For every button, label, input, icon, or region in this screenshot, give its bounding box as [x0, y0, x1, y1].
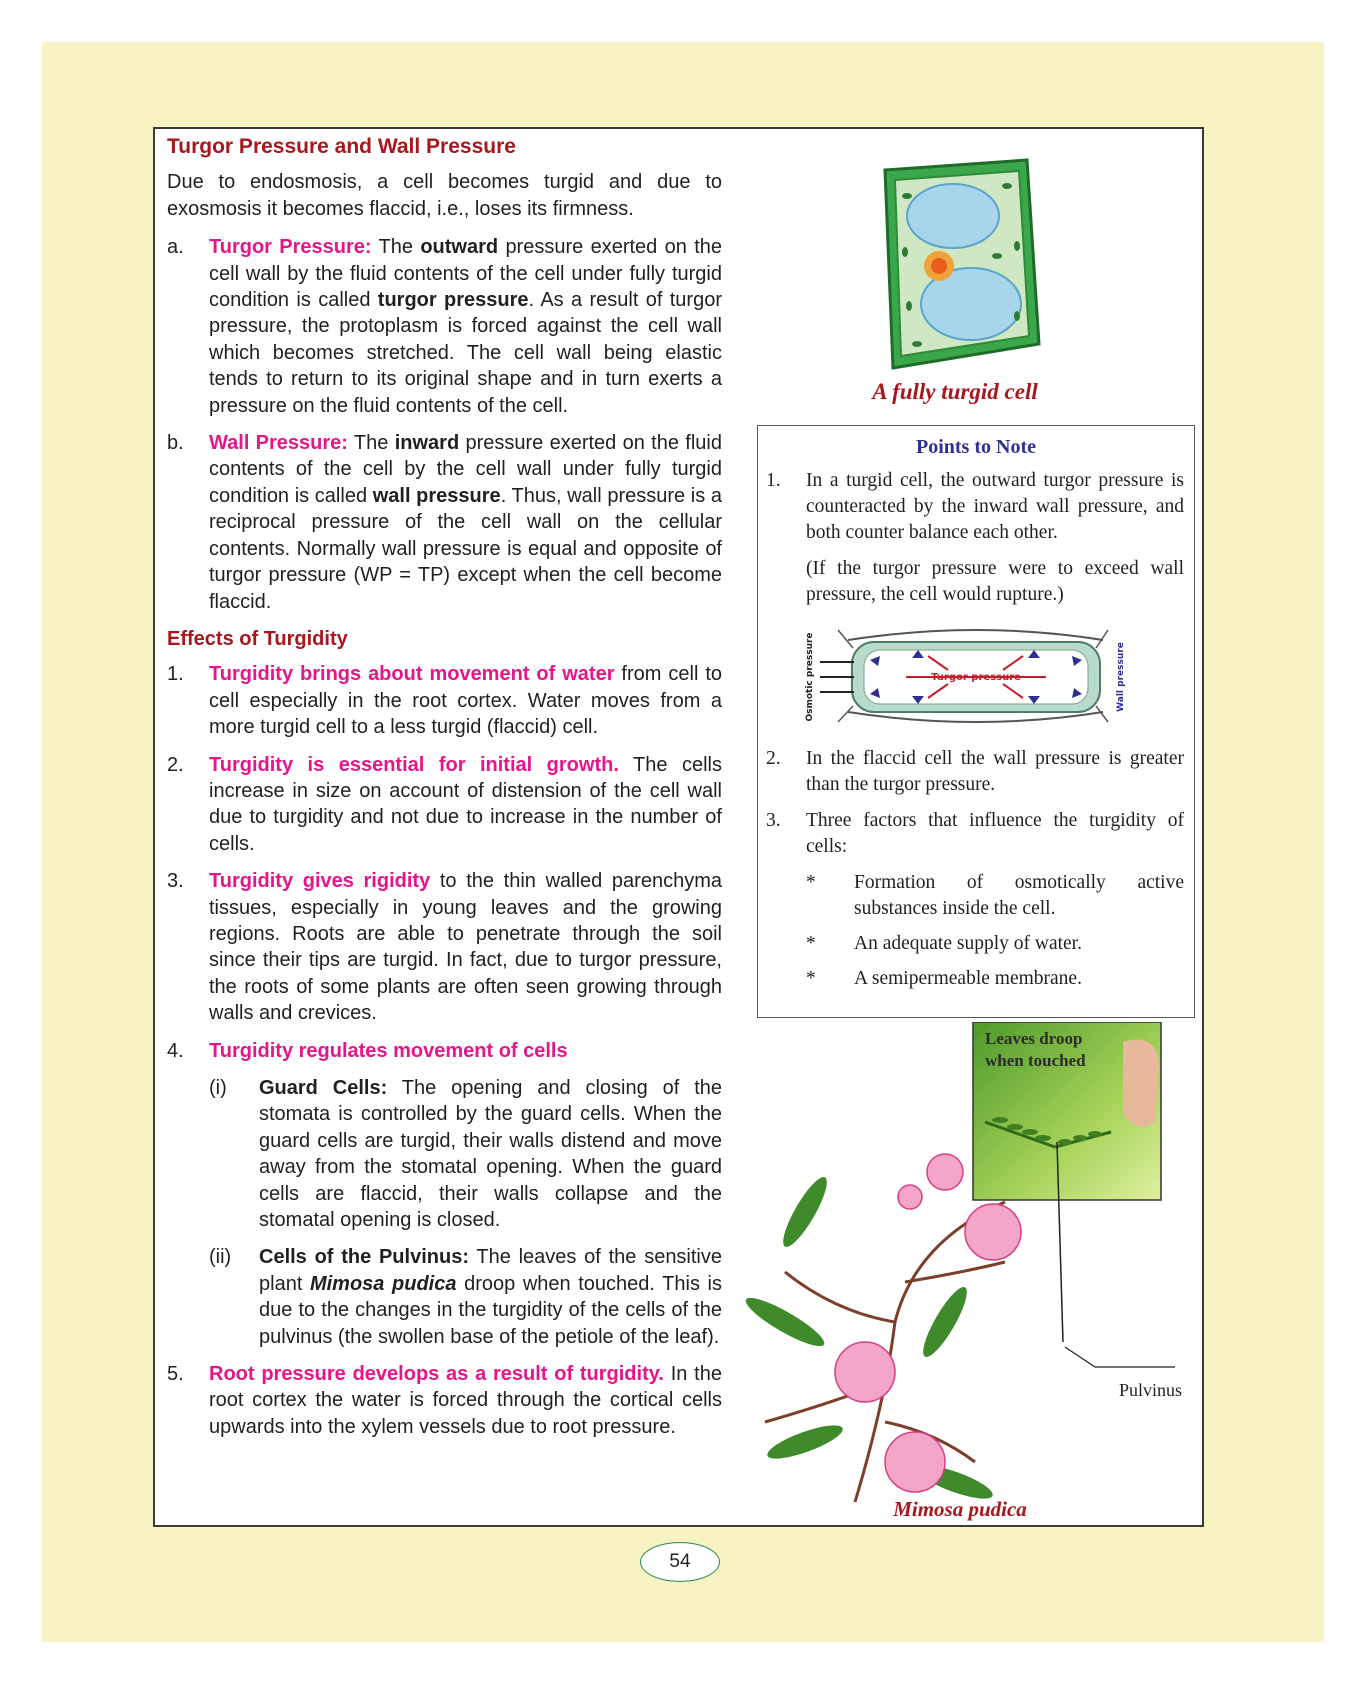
- bold-text: outward: [420, 236, 499, 259]
- bullet-marker: *: [806, 872, 816, 893]
- bold-text: Guard Cells:: [259, 1077, 388, 1099]
- content-frame: [153, 127, 1204, 1527]
- list-marker: 3.: [167, 870, 184, 893]
- section-heading: Turgor Pressure and Wall Pressure: [167, 135, 516, 158]
- effect-item: [167, 752, 722, 858]
- bold-text: inward: [394, 432, 460, 455]
- note-bullet: [806, 931, 1184, 957]
- bold-text: Cells of the Pulvinus:: [259, 1246, 469, 1269]
- bold-text: turgor pressure: [377, 289, 529, 312]
- note-text: Three factors that influence the turgidity of cells:: [806, 810, 1184, 857]
- inset-label-line2: when touched: [985, 1051, 1086, 1070]
- turgor-label: Turgor pressure: [931, 672, 1021, 683]
- text: from cell to cell especially in the root cortex. Water moves from a more turgid cell to a less turgid (flaccid) cell.: [209, 663, 723, 739]
- pressure-diagram: [798, 620, 1138, 730]
- effect-lead: Turgidity gives rigidity: [209, 870, 431, 893]
- list-marker: 4.: [167, 1039, 184, 1062]
- effect-lead: Turgidity brings about movement of water: [209, 663, 615, 686]
- sub-item-pulvinus: [209, 1244, 722, 1350]
- term-label: Turgor Pressure:: [209, 236, 372, 259]
- note-text: (If the turgor pressure were to exceed wall pressure, the cell would rupture.): [806, 558, 1184, 605]
- note-point: [766, 808, 1184, 860]
- term-label: Wall Pressure:: [209, 432, 348, 455]
- note-title: Points to Note: [916, 436, 1036, 458]
- effect-lead: Turgidity regulates movement of cells: [209, 1039, 568, 1062]
- note-text: In a turgid cell, the outward turgor pressure is counteracted by the inward wall pressure, and both counter balance each other.: [806, 470, 1184, 543]
- text: The leaves of the sensitive plant: [259, 1246, 723, 1295]
- bullet-text: An adequate supply of water.: [854, 933, 1082, 954]
- effect-lead: Root pressure develops as a result of turgidity.: [209, 1363, 664, 1386]
- list-marker: 1.: [167, 663, 184, 686]
- note-bullet: [806, 966, 1184, 992]
- sub-marker: (i): [209, 1077, 227, 1099]
- bullet-text: A semipermeable membrane.: [854, 968, 1082, 989]
- inset-label-line1: Leaves droop: [985, 1029, 1083, 1048]
- list-marker: 1.: [766, 470, 781, 491]
- text: pressure exerted on the cell wall by the fluid contents of the cell under fully turgid condition is called: [209, 236, 722, 312]
- wall-label: Wall pressure: [1116, 642, 1126, 712]
- intro-paragraph: Due to endosmosis, a cell becomes turgid and due to exosmosis it becomes flaccid, i.e., loses its firmness.: [167, 171, 722, 220]
- sub-marker: (ii): [209, 1246, 232, 1269]
- text: The cells increase in size on account of distension of the cell wall due to turgidity and not due to increase in the number of cells.: [209, 753, 722, 855]
- mimosa-caption: Mimosa pudica: [893, 1497, 1027, 1521]
- text: to the thin walled parenchyma tissues, especially in young leaves and the growing regions. Roots are able to penetrate through the soil since their tips are turgid. In fact, due to turgor pressure, the roots of some plants are often seen growing through walls and crevices.: [209, 870, 722, 1025]
- turgid-cell-illustration: [877, 156, 1045, 374]
- text: . As a result of turgor pressure, the protoplasm is forced against the cell wall which becomes stretched. The cell wall being elastic tends to return to its original shape and in turn exerts a pressure on the fluid contents of the cell.: [209, 289, 722, 417]
- list-marker: b.: [167, 432, 184, 455]
- text: In the root cortex the water is forced through the cortical cells upwards into the xylem vessels due to root pressure.: [209, 1363, 722, 1438]
- list-marker: 3.: [766, 810, 781, 831]
- effect-item: [167, 661, 722, 740]
- sub-item-guard-cells: [209, 1075, 722, 1233]
- text: The: [378, 236, 421, 259]
- list-marker: a.: [167, 236, 184, 259]
- text: . Thus, wall pressure is a reciprocal pressure of the cell wall on the cellular contents. Normally wall pressure is equal and opposite of turgor pressure (WP = TP) except when the cell become flaccid.: [209, 484, 723, 613]
- text: droop when touched. This is due to the changes in the turgidity of the cells of the pulvinus (the swollen base of the petiole of the leaf).: [259, 1272, 722, 1348]
- bullet-marker: *: [806, 968, 816, 989]
- effect-item: [167, 1361, 722, 1440]
- list-marker: 2.: [167, 753, 184, 776]
- text: The: [353, 432, 395, 455]
- effect-item: [167, 868, 722, 1026]
- bold-text: wall pressure: [372, 484, 501, 507]
- effect-lead: Turgidity is essential for initial growth.: [209, 753, 619, 776]
- list-marker: 5.: [167, 1363, 184, 1386]
- note-point: [766, 468, 1184, 546]
- definition-turgor: [167, 234, 722, 419]
- page-number: 54: [640, 1542, 720, 1582]
- bullet-marker: *: [806, 933, 816, 954]
- pulvinus-label: Pulvinus: [1118, 1380, 1182, 1400]
- effect-item: [167, 1038, 722, 1064]
- note-point: [766, 746, 1184, 798]
- left-column: [167, 134, 722, 1451]
- effects-heading: Effects of Turgidity: [167, 627, 348, 650]
- mimosa-illustration: [745, 1022, 1195, 1522]
- definition-wall: [167, 430, 722, 615]
- osmotic-label: Osmotic pressure: [805, 632, 815, 722]
- list-marker: 2.: [766, 748, 781, 769]
- note-text: In the flaccid cell the wall pressure is greater than the turgor pressure.: [806, 748, 1184, 795]
- bullet-text: Formation of osmotically active substances inside the cell.: [854, 872, 1184, 919]
- points-to-note-box: [757, 425, 1195, 1018]
- turgid-cell-caption: A fully turgid cell: [872, 379, 1038, 404]
- note-bullet: [806, 870, 1184, 922]
- text: The opening and closing of the stomata is controlled by the guard cells. When the guard cells are turgid, their walls distend and move away from the stomatal opening. When the guard cells are flaccid, their walls collapse and the stomatal opening is closed.: [259, 1077, 723, 1232]
- text: pressure exerted on the fluid contents of the cell by the cell wall under fully turgid condition is called: [209, 432, 722, 507]
- species-name: Mimosa pudica: [309, 1272, 457, 1295]
